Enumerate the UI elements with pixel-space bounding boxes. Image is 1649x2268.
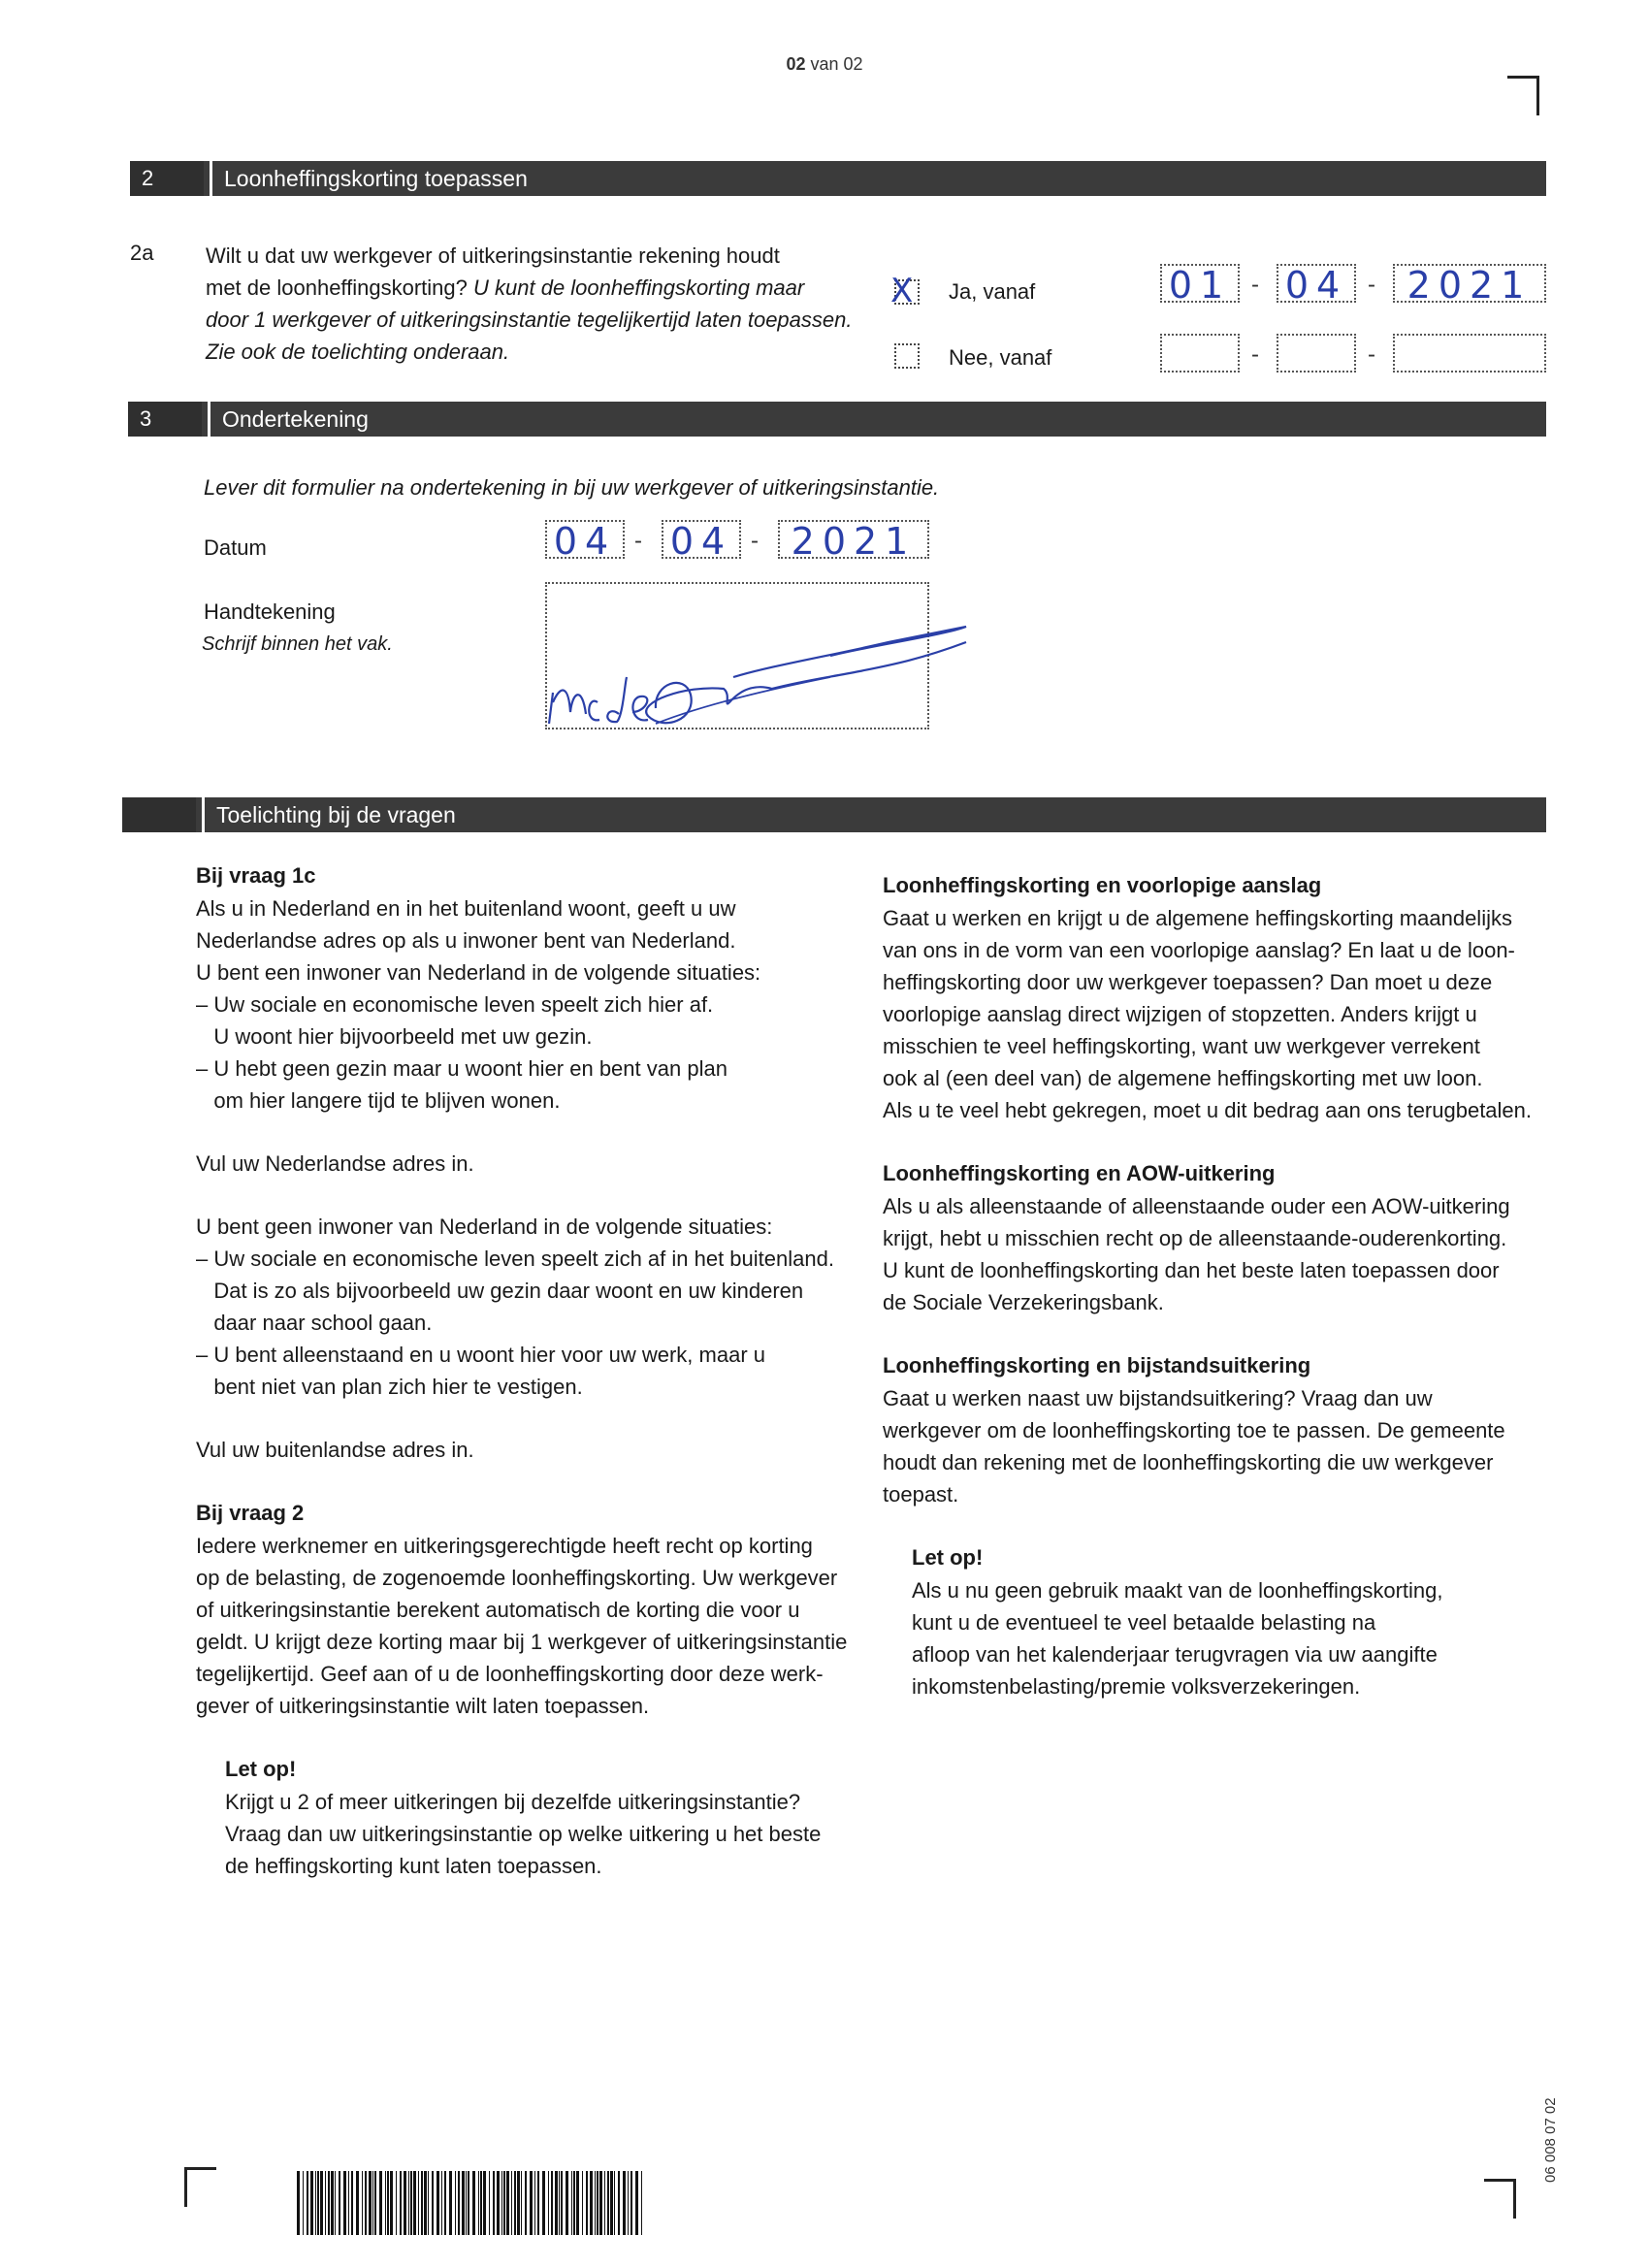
barcode-bar (374, 2171, 376, 2235)
barcode-bar (597, 2171, 598, 2235)
spacer (196, 1117, 875, 1148)
barcode-bar (517, 2171, 520, 2235)
signature-label: Handtekening (204, 599, 336, 624)
section-2-header (130, 161, 1546, 196)
barcode-bar (542, 2171, 545, 2235)
barcode-bar (307, 2171, 308, 2235)
barcode-bar (421, 2171, 423, 2235)
barcode-bar (525, 2171, 527, 2235)
toelichting-line: voorlopige aanslag direct wijzigen of stopzetten. Anders krijgt u (883, 1002, 1477, 1026)
barcode-bar (408, 2171, 409, 2235)
let-op-line: Als u nu geen gebruik maakt van de loonheffingskorting, (912, 1578, 1443, 1603)
spacer (883, 1126, 1552, 1157)
barcode-bar (493, 2171, 495, 2235)
barcode-bar (444, 2171, 446, 2235)
let-op-line: Krijgt u 2 of meer uitkeringen bij dezelfde uitkeringsinstantie? (225, 1790, 801, 1814)
section-2-title: Loonheffingskorting toepassen (210, 161, 528, 196)
barcode-bar (610, 2171, 613, 2235)
barcode-bar (503, 2171, 505, 2235)
ja-check-mark: X (890, 272, 914, 310)
toelichting-line: Vul uw Nederlandse adres in. (196, 1151, 474, 1176)
barcode-bar (455, 2171, 456, 2235)
toelichting-line: misschien te veel heffingskorting, want uw werkgever verrekent (883, 1034, 1480, 1058)
barcode-bar (534, 2171, 535, 2235)
spacer (883, 1318, 1552, 1349)
barcode-bar (418, 2171, 419, 2235)
barcode-bar (472, 2171, 475, 2235)
date-separator: - (1368, 272, 1375, 298)
barcode-bar (436, 2171, 439, 2235)
barcode-bar (559, 2171, 560, 2235)
toelichting-line: U woont hier bijvoorbeeld met uw gezin. (196, 1024, 593, 1049)
barcode-bar (561, 2171, 563, 2235)
barcode-bar (489, 2171, 490, 2235)
form-code (1538, 2057, 1568, 2192)
barcode-bar (441, 2171, 442, 2235)
section-3-header (128, 402, 1546, 437)
barcode-bar (551, 2171, 553, 2235)
ja-year-field[interactable]: 2021 (1393, 264, 1546, 303)
barcode-bar (400, 2171, 402, 2235)
section-2-number: 2 (130, 161, 204, 196)
barcode-bar (573, 2171, 575, 2235)
ja-day-field[interactable]: 01 (1160, 264, 1240, 303)
ja-month-field[interactable]: 04 (1277, 264, 1356, 303)
toelichting-line: daar naar school gaan. (196, 1311, 433, 1335)
toelichting-line: de Sociale Verzekeringsbank. (883, 1290, 1164, 1314)
toelichting-line: U bent geen inwoner van Nederland in de volgende situaties: (196, 1215, 773, 1239)
let-op-line: de heffingskorting kunt laten toepassen. (225, 1854, 602, 1878)
nee-label: Nee, vanaf (949, 345, 1052, 370)
spacer (196, 1722, 875, 1753)
nee-year-field[interactable] (1393, 334, 1546, 373)
barcode-bar (365, 2171, 367, 2235)
barcode-bar (331, 2171, 334, 2235)
barcode-bar (424, 2171, 427, 2235)
toelichting-line: gever of uitkeringsinstantie wilt laten toepassen. (196, 1694, 650, 1718)
toelichting-heading: Loonheffingskorting en voorlopige aanslag (883, 873, 1322, 897)
barcode-bar (379, 2171, 382, 2235)
barcode-bar (348, 2171, 349, 2235)
ja-label: Ja, vanaf (949, 279, 1036, 304)
toelichting-line: geldt. U krijgt deze korting maar bij 1 werkgever of uitkeringsinstantie (196, 1630, 848, 1654)
datum-month-field[interactable]: 04 (662, 520, 741, 559)
toelichting-line: bent niet van plan zich hier te vestigen. (196, 1375, 583, 1399)
page-current: 02 (786, 54, 806, 74)
toelichting-line: Als u te veel hebt gekregen, moet u dit bedrag aan ons terugbetalen. (883, 1098, 1533, 1122)
barcode-bar (548, 2171, 549, 2235)
let-op-line: afloop van het kalenderjaar terugvragen via uw aangifte (912, 1642, 1438, 1667)
toelichting-line: Als u in Nederland en in het buitenland woont, geeft u uw (196, 896, 736, 921)
barcode-bar (537, 2171, 539, 2235)
toelichting-heading: Loonheffingskorting en AOW-uitkering (883, 1161, 1276, 1185)
spacer (883, 1510, 1552, 1541)
barcode-bar (410, 2171, 412, 2235)
toelichting-left-column (196, 859, 875, 1882)
barcode-bar (390, 2171, 393, 2235)
barcode-bar (514, 2171, 516, 2235)
date-separator: - (1251, 272, 1259, 298)
nee-day-field[interactable] (1160, 334, 1240, 373)
toelichting-line: Als u als alleenstaande of alleenstaande ouder een AOW-uitkering (883, 1194, 1510, 1218)
barcode-bar (641, 2171, 642, 2235)
toelichting-line: Dat is zo als bijvoorbeeld uw gezin daar woont en uw kinderen (196, 1279, 804, 1303)
question-hint: Zie ook de toelichting onderaan. (206, 340, 510, 364)
toelichting-line: werkgever om de loonheffingskorting toe te passen. De gemeente (883, 1418, 1505, 1442)
barcode-bar (428, 2171, 429, 2235)
barcode-bar (511, 2171, 512, 2235)
question-line (206, 272, 904, 304)
crop-mark-bottom-right (1484, 2179, 1516, 2219)
barcode-bar (635, 2171, 638, 2235)
barcode-bar (310, 2171, 313, 2235)
signature-image (539, 588, 976, 743)
toelichting-line: of uitkeringsinstantie berekent automatisch de korting die voor u (196, 1598, 800, 1622)
question-line: Wilt u dat uw werkgever of uitkeringsinstantie rekening houdt (206, 243, 780, 268)
barcode-bar (396, 2171, 397, 2235)
barcode-bar (530, 2171, 533, 2235)
toelichting-title: Toelichting bij de vragen (202, 797, 456, 832)
let-op-heading: Let op! (225, 1757, 297, 1781)
toelichting-number (122, 797, 196, 832)
nee-month-field[interactable] (1277, 334, 1356, 373)
barcode-bar (595, 2171, 596, 2235)
toelichting-line: heffingskorting door uw werkgever toepassen? Dan moet u deze (883, 970, 1493, 994)
barcode-bar (555, 2171, 558, 2235)
toelichting-line: krijgt, hebt u misschien recht op de alleenstaande-ouderenkorting. (883, 1226, 1507, 1250)
barcode-bar (369, 2171, 372, 2235)
nee-checkbox[interactable] (894, 343, 920, 369)
crop-mark-top-right (1507, 76, 1539, 115)
toelichting-heading: Bij vraag 1c (196, 863, 316, 888)
barcode-bar (571, 2171, 572, 2235)
barcode-bar (599, 2171, 602, 2235)
barcode-bar (604, 2171, 605, 2235)
barcode-bar (328, 2171, 330, 2235)
page-sep: van (810, 54, 839, 74)
toelichting-line: Vul uw buitenlandse adres in. (196, 1438, 474, 1462)
barcode-bar (582, 2171, 583, 2235)
barcode-bar (501, 2171, 502, 2235)
barcode-bar (335, 2171, 336, 2235)
barcode-bar (297, 2171, 300, 2235)
toelichting-line: Gaat u werken naast uw bijstandsuitkering? Vraag dan uw (883, 1386, 1433, 1410)
spacer (196, 1180, 875, 1211)
barcode-bar (356, 2171, 359, 2235)
spacer (196, 1466, 875, 1497)
toelichting-heading: Loonheffingskorting en bijstandsuitkering (883, 1353, 1311, 1377)
toelichting-line: – Uw sociale en economische leven speelt zich hier af. (196, 992, 714, 1017)
barcode-bar (462, 2171, 465, 2235)
barcode-bar (317, 2171, 319, 2235)
toelichting-line: Gaat u werken en krijgt u de algemene heffingskorting maandelijks (883, 906, 1512, 930)
barcode-bar (483, 2171, 486, 2235)
barcode-bar (404, 2171, 406, 2235)
spacer (196, 1403, 875, 1434)
barcode-bar (586, 2171, 588, 2235)
barcode (297, 2171, 648, 2235)
question-hint: U kunt de loonheffingskorting maar (473, 275, 805, 300)
ja-checkbox[interactable] (890, 272, 920, 310)
barcode-bar (590, 2171, 593, 2235)
question-number: 2a (130, 241, 154, 265)
toelichting-line: toepast. (883, 1482, 959, 1507)
toelichting-line: Iedere werknemer en uitkeringsgerechtigde heeft recht op korting (196, 1534, 813, 1558)
barcode-bar (630, 2171, 632, 2235)
sign-instruction: Lever dit formulier na ondertekening in bij uw werkgever of uitkeringsinstantie. (204, 475, 940, 500)
toelichting-line: om hier langere tijd te blijven wonen. (196, 1088, 561, 1113)
let-op-line: kunt u de eventueel te veel betaalde belasting na (912, 1610, 1376, 1635)
page-number (0, 54, 1649, 75)
datum-label: Datum (204, 535, 267, 560)
barcode-bar (432, 2171, 434, 2235)
barcode-bar (303, 2171, 304, 2235)
barcode-bar (449, 2171, 452, 2235)
barcode-bar (607, 2171, 609, 2235)
signature-hint: Schrijf binnen het vak. (202, 633, 393, 655)
toelichting-line: – U hebt geen gezin maar u woont hier en bent van plan (196, 1056, 728, 1081)
toelichting-line: op de belasting, de zogenoemde loonheffingskorting. Uw werkgever (196, 1566, 838, 1590)
crop-mark-bottom-left (184, 2167, 216, 2207)
barcode-bar (468, 2171, 469, 2235)
barcode-bar (506, 2171, 509, 2235)
barcode-bar (566, 2171, 568, 2235)
toelichting-line: U kunt de loonheffingskorting dan het beste laten toepassen door (883, 1258, 1500, 1282)
barcode-bar (413, 2171, 416, 2235)
toelichting-header (122, 797, 1546, 832)
barcode-bar (343, 2171, 346, 2235)
date-separator: - (751, 528, 759, 554)
barcode-bar (351, 2171, 353, 2235)
barcode-bar (320, 2171, 323, 2235)
barcode-bar (385, 2171, 386, 2235)
barcode-bar (372, 2171, 373, 2235)
barcode-bar (628, 2171, 629, 2235)
question-text (206, 240, 904, 368)
datum-year-field[interactable]: 2021 (778, 520, 929, 559)
toelichting-line: Nederlandse adres op als u inwoner bent van Nederland. (196, 928, 736, 953)
section-3-number: 3 (128, 402, 202, 437)
toelichting-line: ook al (een deel van) de algemene heffingskorting met uw loon. (883, 1066, 1483, 1090)
question-hint: door 1 werkgever of uitkeringsinstantie tegelijkertijd laten toepassen. (206, 308, 853, 332)
barcode-bar (339, 2171, 340, 2235)
question-line-part: met de loonheffingskorting? (206, 275, 468, 300)
barcode-bar (497, 2171, 500, 2235)
page-total: 02 (843, 54, 863, 74)
date-separator: - (634, 528, 642, 554)
date-separator: - (1368, 341, 1375, 368)
date-separator: - (1251, 341, 1259, 368)
let-op-line: inkomstenbelasting/premie volksverzekeringen. (912, 1674, 1361, 1699)
barcode-bar (466, 2171, 467, 2235)
let-op-heading: Let op! (912, 1545, 984, 1570)
barcode-bar (576, 2171, 579, 2235)
barcode-bar (478, 2171, 479, 2235)
toelichting-heading: Bij vraag 2 (196, 1501, 305, 1525)
form-code-text: 06 008 07 02 (1542, 2097, 1559, 2183)
barcode-bar (614, 2171, 615, 2235)
barcode-bar (325, 2171, 326, 2235)
toelichting-line: – U bent alleenstaand en u woont hier voor uw werk, maar u (196, 1343, 765, 1367)
barcode-bar (315, 2171, 316, 2235)
toelichting-line: van ons in de vorm van een voorlopige aanslag? En laat u de loon- (883, 938, 1515, 962)
toelichting-right-column (883, 869, 1552, 1702)
datum-day-field[interactable]: 04 (545, 520, 625, 559)
toelichting-line: – Uw sociale en economische leven speelt zich af in het buitenland. (196, 1247, 834, 1271)
section-3-title: Ondertekening (208, 402, 369, 437)
barcode-bar (480, 2171, 482, 2235)
barcode-bar (362, 2171, 363, 2235)
toelichting-line: tegelijkertijd. Geef aan of u de loonheffingskorting door deze werk- (196, 1662, 824, 1686)
toelichting-line: houdt dan rekening met de loonheffingskorting die uw werkgever (883, 1450, 1494, 1474)
barcode-bar (623, 2171, 626, 2235)
barcode-bar (458, 2171, 460, 2235)
let-op-line: Vraag dan uw uitkeringsinstantie op welke uitkering u het beste (225, 1822, 822, 1846)
barcode-bar (387, 2171, 389, 2235)
toelichting-line: U bent een inwoner van Nederland in de volgende situaties: (196, 960, 761, 985)
barcode-bar (521, 2171, 522, 2235)
barcode-bar (618, 2171, 620, 2235)
